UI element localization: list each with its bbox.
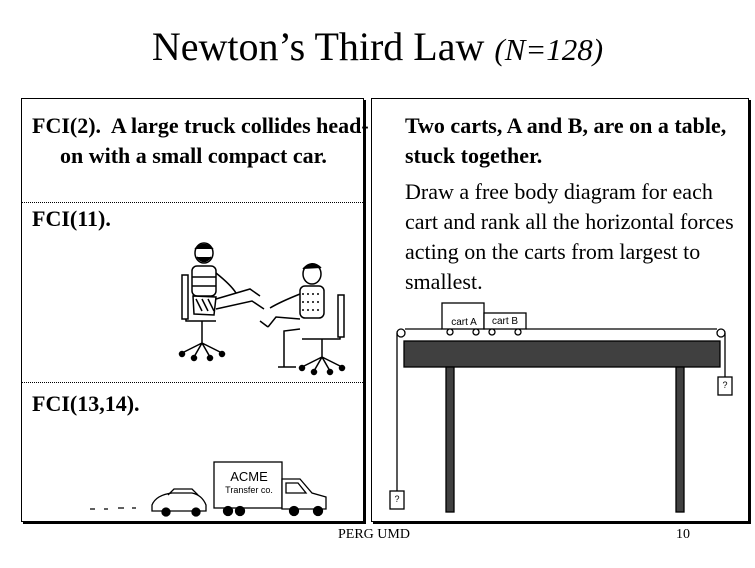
cart-table-diagram [390,299,750,514]
fci-2-label: FCI(2). [32,113,102,138]
left-mass-label: ? [394,494,400,504]
fci-2-text: A large truck collides head-on with a small compact car. [60,113,369,168]
fci-13-14-label: FCI(13,14). [32,391,140,416]
cart-problem-instruction: Draw a free body diagram for each cart and rank all the horizontal forces acting on the carts from largest to smallest. [405,179,734,294]
cart-b-label: cart B [491,316,519,327]
acme-logo-text: ACME [230,469,268,484]
divider-1 [22,202,363,203]
title-main: Newton’s Third Law [151,24,495,69]
cart-a-label: cart A [451,317,477,328]
fci-11-label: FCI(11). [32,206,111,231]
divider-2 [22,382,363,383]
fci-2-question [32,111,386,171]
left-panel [21,98,369,522]
page-number: 10 [676,527,690,542]
footer-source: PERG UMD [338,527,410,542]
acme-truck-logo [216,470,282,496]
chair-push-illustration [172,239,362,384]
cart-problem-intro: Two carts, A and B, are on a table, stuck together. [405,113,727,168]
title-sample-size: (N=128) [494,32,604,67]
slide-title [0,22,755,75]
right-mass-label: ? [722,380,728,390]
right-panel [371,98,749,522]
acme-logo-subtext: Transfer co. [225,485,273,495]
